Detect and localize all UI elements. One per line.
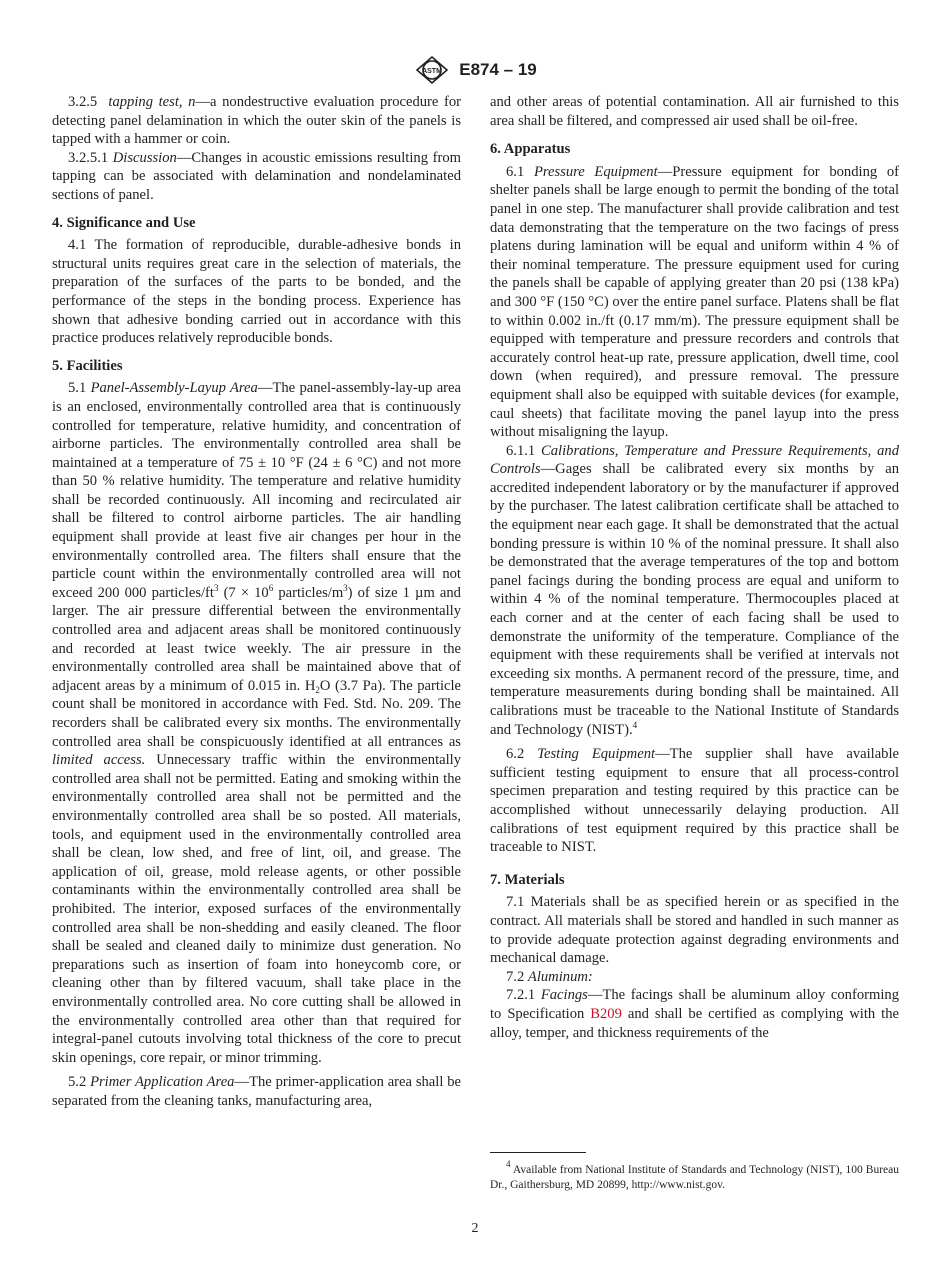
footnote: $^4$ Available from National Institute of Standards and Technology (NIST), 100 Bureau Dr., Gaithersburg, MD 20899, http://www.nist.gov. — [490, 1159, 899, 1191]
section-4-heading: 4. Significance and Use — [52, 214, 196, 231]
left-column — [52, 93, 461, 1110]
section-7-heading: 7. Materials — [490, 871, 565, 888]
paragraph-5-1: 5.1 Panel-Assembly-Layup Area—The panel-assembly-lay-up area is an enclosed, environmentally controlled area that is continuously controlled for temperature, relative humidity, and concentration of airborne particles. The environmentally controlled area shall be maintained at a temperature of 75 ± 10 °F (24 ± 6 °C) and not more than 50 % relative humidity. The temperature and relative humidity shall be recorded continuously. All incoming and recirculated air shall be filtered to control airborne particles. The air handling equipment shall provide at least five air changes per hour in the environmentally controlled area. The filters shall ensure that the particle count within the environmentally controlled area will not exceed 200 000 particles/$ft^3$ ($7 \times 10^6$ particles/$m^3$) of size 1 µm and larger. The air pressure differential between the environmentally controlled area and adjacent areas shall be monitored continuously and recorded at least twice weekly. The air pressure in the environmentally controlled area shall be maintained above that of adjacent areas by a minimum of 0.015 in. $H_2O$ (3.7 Pa). The particle count shall be monitored in accordance with Fed. Std. No. 209. The recorders shall be calibrated every six months. The environmentally controlled area shall be conspicuously identified at all entrances as limited access. Unnecessary traffic within the environmentally controlled area shall not be permitted. Eating and smoking within the environmentally controlled area shall not be permitted and the environmentally controlled area shall be so posted. All materials, tools, and equipment used in the environmentally controlled area shall be clean, low shed, and free of lint, oil, and grease. The application of oil, grease, mold release agents, or other possible contaminants within the environmentally controlled area shall be prohibited. The interior, exposed surfaces of the environmentally controlled area shall be non-shedding and easily cleaned. The floor shall be sealed and cleaned daily to minimize dust generation. No preparations such as insertion of foam into honeycomb core, or cleaning other than by filtered vacuum, shall take place in the environmentally controlled area. No core cutting shall be allowed in the environmentally controlled area other than that required for integral-panel cutouts involving total thickness of the core to precut skin openings, core repair, or minor trimming. — [52, 380, 462, 1066]
paragraph-6-1: 6.1 Pressure Equipment—Pressure equipment for bonding of shelter panels shall be large enough to permit the bonding of the total panel in one step. The manufacturer shall provide calibration and test data demonstrating that the temperature on the two facings of press platens during lamination will be equal and uniform within 4 % of their nominal temperature. The pressure equipment used for curing the panels shall be capable of applying greater than 20 psi (138 kPa) and 300 °F (150 °C) over the entire panel surface. Platens shall be flat to within 0.002 in./ft (0.17 mm/m). The pressure equipment shall be equipped with temperature and pressure recorders and controls that accurately control heat-up rate, pressure application, dwell time, cool down (when required), and pressure removal. The pressure equipment shall also be equipped with suitable devices (for example, caul sheets) that facilitate moving the panel layup into the press without misaligning the layup. — [490, 163, 899, 441]
right-column — [490, 93, 899, 1042]
footnote-divider — [490, 1152, 586, 1153]
paragraph-5-2: 5.2 Primer Application Area—The primer-application area shall be separated from the cleaning tanks, manufacturing area, — [52, 1074, 461, 1109]
paragraph-6-1-1: 6.1.1 Calibrations, Temperature and Pressure Requirements, and Controls—Gages shall be calibrated every six months by an accredited independent laboratory or by the manufacturer if approved by the purchaser. The latest calibration certificate shall be attached to the equipment near each gage. It shall be demonstrated that the actual bonding pressure is within 10 % of the nominal pressure. It shall also be demonstrated that the average temperatures of the top and bottom panel facings during the bonding process are equal and uniform to within 4 % of the nominal temperature. Thermocouples placed at each corner and at the center of each facing shall be used to demonstrate the uniformity of the temperature. Compliance of the equipment with these requirements shall be verified at intervals not exceeding six months. A permanent record of the pressure, time, and temperature measurements during bonding shall be maintained. All calibrations must be traceable to the National Institute of Standards and Technology (NIST).$^4$ — [490, 442, 899, 738]
section-5-heading: 5. Facilities — [52, 357, 123, 374]
paragraph-5-2-continued: and other areas of potential contamination. All air furnished to this area shall be filtered, and compressed air used shall be oil-free. — [490, 94, 899, 129]
b209-link[interactable]: B209 — [590, 1005, 622, 1022]
paragraph-4-1: 4.1 The formation of reproducible, durable-adhesive bonds in structural units requires great care in the selection of materials, the preparation of the surfaces of the parts to be bonded, and the performance of the steps in the bonding process. Experience has shown that adhesive bonding carried out in accordance with this practice produces relatively reproducible bonds. — [52, 237, 461, 347]
footnote-reference[interactable]: 4 — [632, 719, 638, 730]
svg-text:ASTM: ASTM — [422, 68, 443, 75]
paragraph-3-2-5: 3.2.5 tapping test, n—a nondestructive evaluation procedure for detecting panel delamination in which the outer skin of the panels is tapped with a hammer or coin. — [52, 94, 461, 148]
astm-logo-icon — [413, 55, 451, 85]
paragraph-7-2-1: 7.2.1 Facings—The facings shall be aluminum alloy conforming to Specification B209 and shall be certified as complying with the alloy, temper, and thickness requirements of the — [490, 987, 899, 1041]
paragraph-3-2-5-1: 3.2.5.1 Discussion—Changes in acoustic emissions resulting from tapping can be associated with delamination and nondelaminated sections of panel. — [52, 149, 461, 203]
page-header — [0, 55, 950, 85]
paragraph-7-1: 7.1 Materials shall be as specified herein or as specified in the contract. All materials shall be stored and handled in such manner as to provide adequate protection against degrading environments and mechanical damage. — [490, 894, 899, 967]
paragraph-7-2: 7.2 Aluminum: — [506, 968, 593, 985]
section-6-heading: 6. Apparatus — [490, 141, 571, 158]
page-number: 2 — [471, 1221, 479, 1236]
document-id: E874 – 19 — [459, 60, 537, 79]
paragraph-6-2: 6.2 Testing Equipment—The supplier shall have available sufficient testing equipment to ensure that all process-control specimen preparation and testing required by this practice can be accomplished without unnecessarily delaying production. All calibrations of test equipment required by this practice shall be traceable to NIST. — [490, 746, 900, 856]
